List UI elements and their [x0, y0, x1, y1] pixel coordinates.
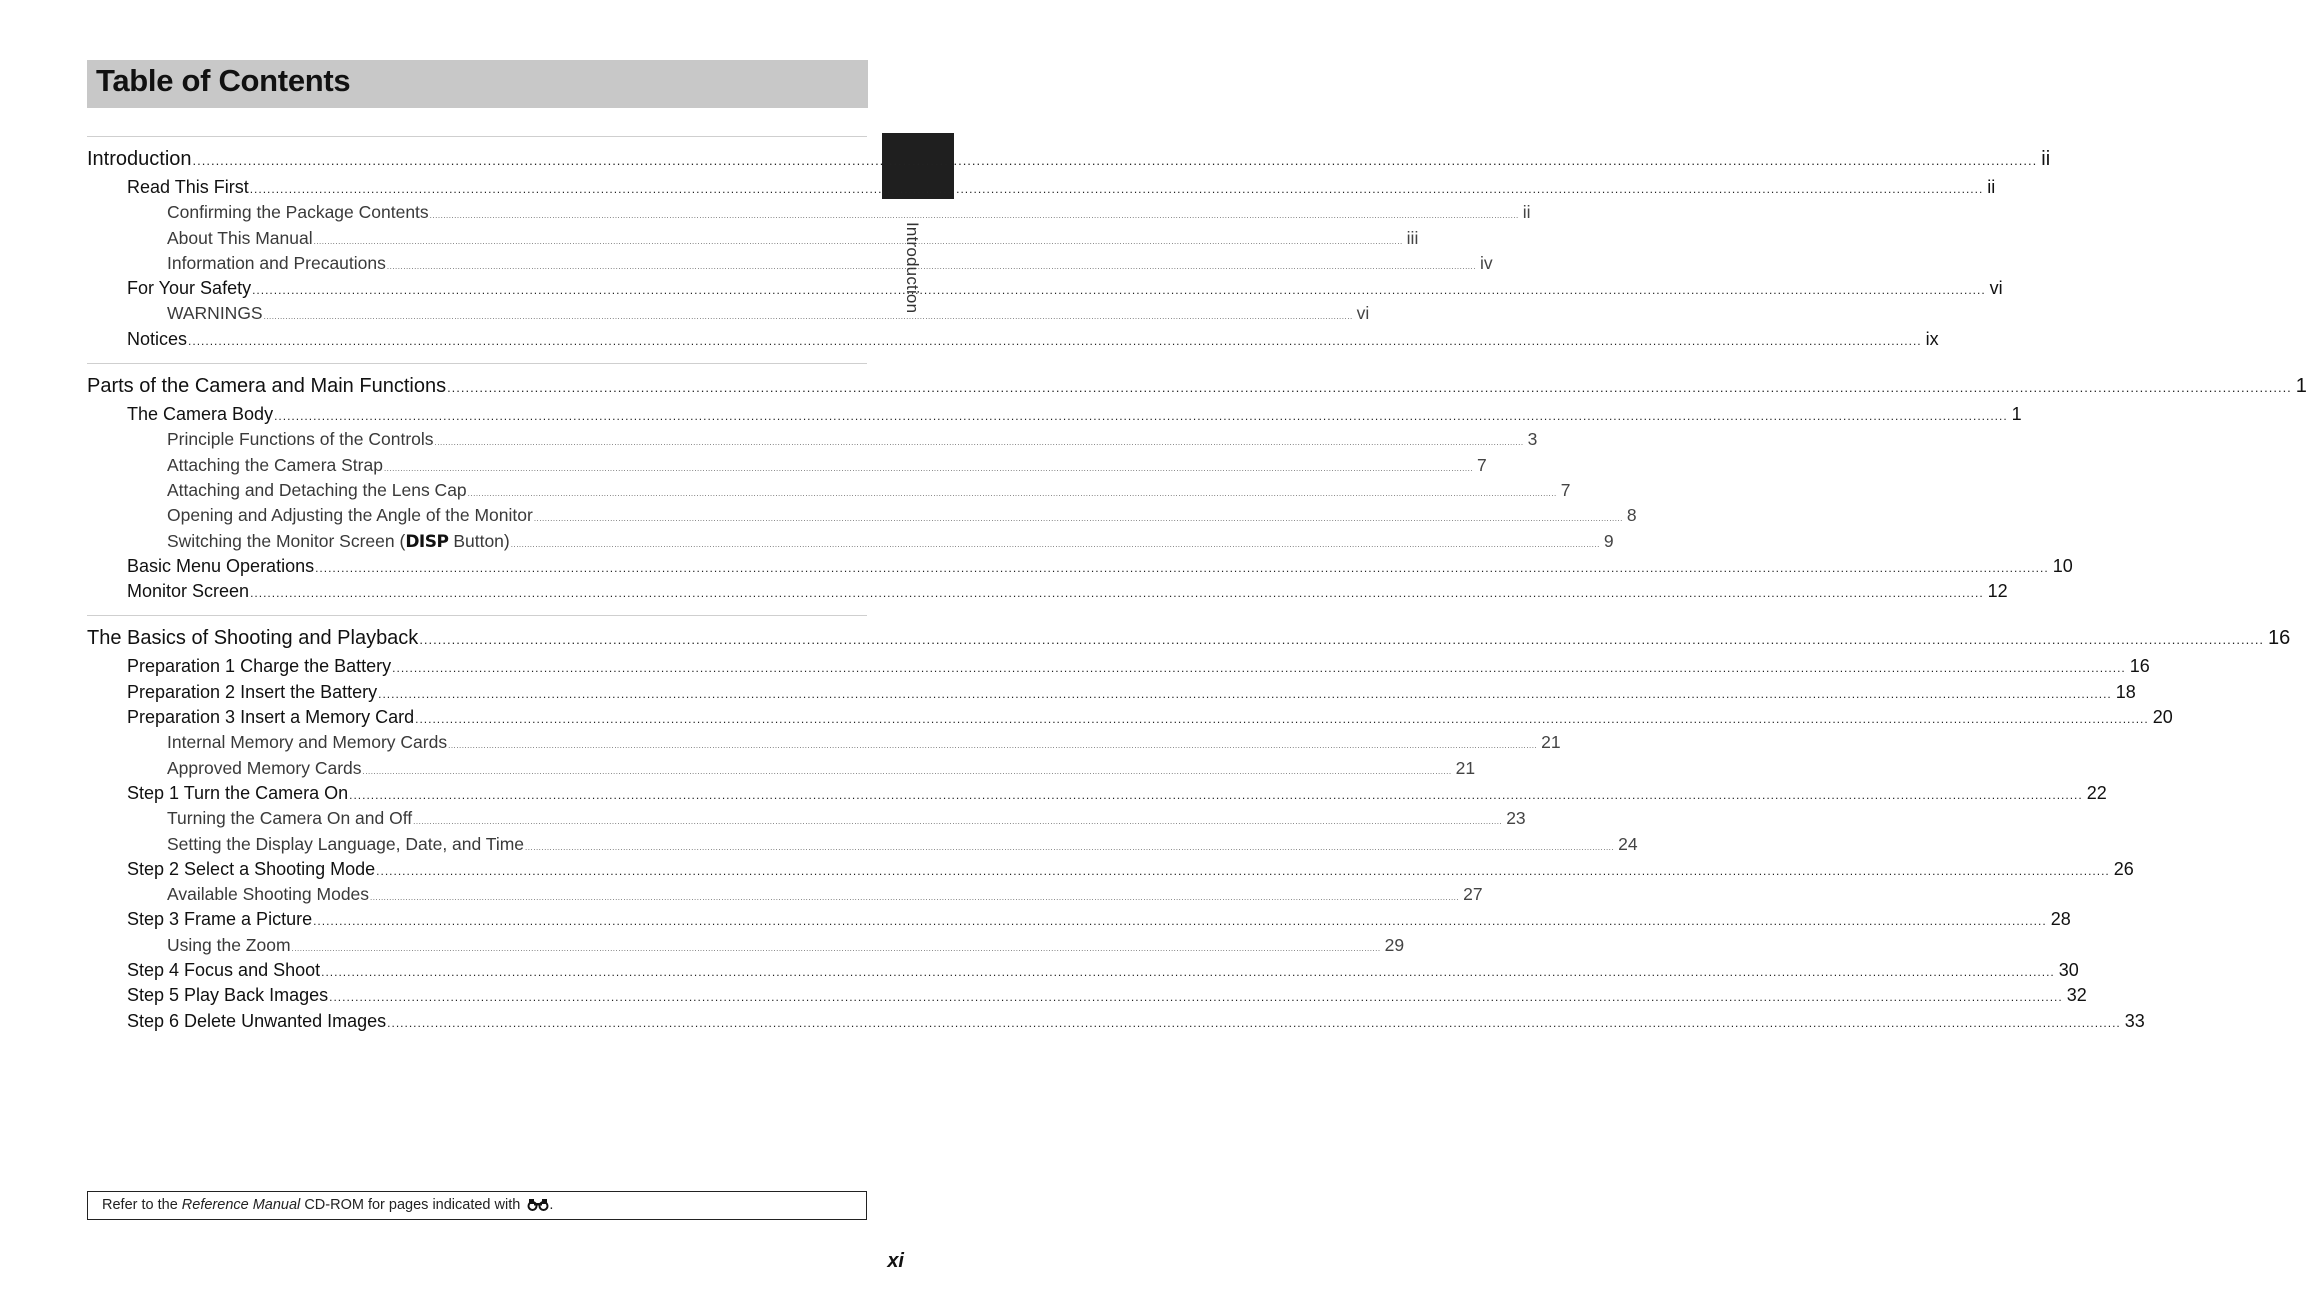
toc-entry-page: 30 [2058, 960, 2079, 981]
page-title: Table of Contents [96, 63, 351, 98]
toc-entry-page: 7 [1477, 454, 1487, 475]
toc-entry-label: Basic Menu Operations [127, 555, 315, 576]
toc-section [87, 615, 2291, 1033]
toc-entry-page: 32 [2066, 985, 2087, 1006]
note-text-after: CD-ROM for pages indicated with [300, 1197, 525, 1213]
dot-leader: ................................................................................................................................................................................................................................................................................................................................................................................................................ [321, 965, 2055, 980]
toc-entry-level-2[interactable] [87, 402, 2022, 427]
toc-entry-page: 24 [1618, 833, 1638, 854]
toc-entry-page: 29 [1384, 934, 1405, 955]
dot-leader: ................................................................................................................................................................................................................................................................................................................................................................................................................ [274, 409, 2008, 424]
toc-entry-level-3[interactable] [87, 756, 1476, 781]
dot-leader: ................................................................................................................................................................................................................................................................................................................................................................................................................ [387, 1015, 2121, 1030]
toc-entry-level-3[interactable] [87, 529, 1614, 554]
toc-entry-page: 21 [1455, 757, 1476, 778]
toc-entry-label: Attaching the Camera Strap [167, 454, 383, 475]
dot-leader: ................................................................................................................................................................................................................................................................................................................................................................................................................ [413, 817, 1503, 827]
toc-entry-label: Step 6 Delete Unwanted Images [127, 1010, 387, 1031]
toc-entry-label: Attaching and Detaching the Lens Cap [167, 479, 467, 500]
toc-entry-page: 23 [1506, 808, 1526, 829]
toc-entry-level-3[interactable] [87, 301, 1370, 326]
toc-entry-page: vi [1356, 303, 1370, 324]
toc-entry-label: Parts of the Camera and Main Functions [87, 375, 447, 398]
toc-entry-label: About This Manual [167, 227, 313, 248]
toc-entry-page: 16 [2129, 656, 2150, 677]
toc-entry-page: iii [1406, 227, 1419, 248]
dot-leader: ................................................................................................................................................................................................................................................................................................................................................................................................................ [349, 787, 2083, 802]
toc-entry-label: Confirming the Package Contents [167, 202, 429, 223]
dot-leader: ................................................................................................................................................................................................................................................................................................................................................................................................................ [252, 283, 1986, 298]
toc-entry-level-3[interactable] [87, 427, 1538, 452]
toc-entry-label: The Basics of Shooting and Playback [87, 627, 419, 650]
toc-section [87, 136, 2051, 352]
toc-entry-level-2[interactable] [87, 175, 1996, 200]
toc-entry-label: Step 2 Select a Shooting Mode [127, 858, 376, 879]
toc-entry-level-2[interactable] [87, 276, 2003, 301]
dot-leader: ................................................................................................................................................................................................................................................................................................................................................................................................................ [448, 741, 1538, 751]
toc-entry-level-3[interactable] [87, 478, 1571, 503]
dot-leader: ................................................................................................................................................................................................................................................................................................................................................................................................................ [370, 893, 1460, 903]
toc-entry-level-2[interactable] [87, 857, 2134, 882]
toc-entry-page: 1 [2011, 404, 2022, 425]
dot-leader: ................................................................................................................................................................................................................................................................................................................................................................................................................ [188, 333, 1922, 348]
toc-entry-page: vi [1989, 278, 2003, 299]
toc-entry-label: Step 3 Frame a Picture [127, 909, 313, 930]
dot-leader: ................................................................................................................................................................................................................................................................................................................................................................................................................ [376, 863, 2110, 878]
toc-entry-label: Read This First [127, 177, 249, 197]
toc-entry-page: 27 [1463, 884, 1483, 905]
dot-leader: ................................................................................................................................................................................................................................................................................................................................................................................................................ [429, 211, 1519, 221]
disp-button-icon: DISP [405, 531, 449, 552]
toc-entry-level-2[interactable] [87, 781, 2107, 806]
toc-entry-level-3[interactable] [87, 200, 1531, 225]
toc-entry-page: 12 [1987, 581, 2008, 602]
toc-entry-page: 26 [2113, 858, 2134, 879]
toc-entry-level-3[interactable] [87, 933, 1405, 958]
dot-leader: ................................................................................................................................................................................................................................................................................................................................................................................................................ [447, 380, 2292, 396]
toc-entry-page: 20 [2152, 707, 2173, 728]
toc-entry-label: Setting the Display Language, Date, and Time [167, 833, 525, 854]
toc-entry-level-1[interactable] [87, 622, 2291, 654]
dot-leader: ................................................................................................................................................................................................................................................................................................................................................................................................................ [419, 632, 2265, 648]
note-text-emphasis: Reference Manual [181, 1197, 301, 1213]
toc-entry-page: ii [1987, 177, 1996, 197]
toc-entry-level-2[interactable] [87, 579, 2008, 604]
dot-leader: ................................................................................................................................................................................................................................................................................................................................................................................................................ [313, 236, 1403, 246]
toc-entry-label: Preparation 1 Charge the Battery [127, 656, 392, 677]
toc-entry-label: Notices [127, 328, 188, 349]
toc-entry-label: Turning the Camera On and Off [167, 808, 413, 829]
dot-leader: ................................................................................................................................................................................................................................................................................................................................................................................................................ [434, 438, 1524, 448]
title-bar [87, 60, 868, 108]
toc-entry-page: iv [1479, 252, 1493, 273]
dot-leader: ................................................................................................................................................................................................................................................................................................................................................................................................................ [525, 842, 1615, 852]
dot-leader: ................................................................................................................................................................................................................................................................................................................................................................................................................ [192, 153, 2038, 168]
dot-leader: ................................................................................................................................................................................................................................................................................................................................................................................................................ [291, 943, 1381, 953]
dot-leader: ................................................................................................................................................................................................................................................................................................................................................................................................................ [315, 560, 2049, 575]
toc-entry-level-3[interactable] [87, 251, 1493, 276]
toc-entry-page: 8 [1626, 505, 1637, 526]
toc-entry-level-2[interactable] [87, 654, 2150, 679]
toc-entry-label: Principle Functions of the Controls [167, 429, 434, 450]
toc-entry-label: The Camera Body [127, 404, 274, 425]
toc-entry-level-2[interactable] [87, 680, 2136, 705]
toc-entry-level-3[interactable] [87, 453, 1487, 478]
dot-leader: ................................................................................................................................................................................................................................................................................................................................................................................................................ [383, 463, 1474, 473]
toc-entry-page: 22 [2086, 782, 2107, 803]
toc-entry-page: ix [1925, 328, 1939, 349]
dot-leader: ................................................................................................................................................................................................................................................................................................................................................................................................................ [378, 686, 2112, 701]
toc-entry-page: ii [1522, 202, 1531, 223]
table-of-contents [87, 136, 2307, 1045]
toc-entry-label-part: Switching the Monitor Screen ( [167, 530, 406, 551]
toc-entry-level-3[interactable] [87, 832, 1638, 857]
note-text-end: . [549, 1197, 554, 1213]
toc-entry-label: Introduction [87, 148, 192, 170]
toc-entry-label: Step 1 Turn the Camera On [127, 782, 349, 803]
toc-entry-level-3[interactable] [87, 882, 1483, 907]
toc-entry-label: Opening and Adjusting the Angle of the Monitor [167, 505, 533, 526]
dot-leader: ................................................................................................................................................................................................................................................................................................................................................................................................................ [467, 488, 1557, 498]
toc-entry-level-2[interactable] [87, 958, 2079, 983]
toc-entry-label-part: Button) [448, 530, 510, 551]
toc-entry-label: Preparation 3 Insert a Memory Card [127, 707, 415, 728]
toc-entry-label: Step 4 Focus and Shoot [127, 960, 321, 981]
dot-leader: ................................................................................................................................................................................................................................................................................................................................................................................................................ [386, 261, 1476, 271]
dot-leader: ................................................................................................................................................................................................................................................................................................................................................................................................................ [249, 182, 1984, 196]
toc-entry-level-3[interactable] [87, 503, 1637, 528]
toc-entry-page: 28 [2050, 909, 2071, 930]
toc-entry-label: Internal Memory and Memory Cards [167, 732, 448, 753]
toc-entry-page: 21 [1541, 732, 1561, 753]
toc-section [87, 363, 2307, 604]
toc-entry-label: Approved Memory Cards [167, 757, 362, 778]
dot-leader: ................................................................................................................................................................................................................................................................................................................................................................................................................ [533, 514, 1623, 524]
toc-entry-page: 3 [1527, 429, 1538, 450]
toc-entry-label: For Your Safety [127, 278, 252, 299]
toc-entry-label: Using the Zoom [167, 934, 291, 955]
toc-entry-page: 33 [2124, 1010, 2145, 1031]
toc-entry-level-1[interactable] [87, 370, 2307, 402]
dot-leader: ................................................................................................................................................................................................................................................................................................................................................................................................................ [392, 661, 2126, 676]
toc-entry-label: Information and Precautions [167, 252, 386, 273]
toc-entry-level-2[interactable] [87, 705, 2173, 730]
toc-entry-level-3[interactable] [87, 806, 1526, 831]
toc-entry-level-2[interactable] [87, 327, 1939, 352]
toc-entry-page: 1 [2295, 375, 2307, 398]
toc-entry-page: ii [2041, 148, 2051, 170]
toc-entry-level-3[interactable] [87, 730, 1561, 755]
toc-entry-label [167, 529, 510, 555]
toc-entry-page: 10 [2052, 555, 2073, 576]
dot-leader: ................................................................................................................................................................................................................................................................................................................................................................................................................ [510, 539, 1600, 549]
page-number: xi [887, 1250, 904, 1272]
binoculars-icon [527, 1194, 549, 1221]
dot-leader: ................................................................................................................................................................................................................................................................................................................................................................................................................ [263, 312, 1353, 322]
dot-leader: ................................................................................................................................................................................................................................................................................................................................................................................................................ [362, 766, 1452, 776]
toc-entry-page: 9 [1603, 530, 1614, 551]
dot-leader: ................................................................................................................................................................................................................................................................................................................................................................................................................ [250, 586, 1984, 601]
toc-entry-page: 7 [1560, 479, 1571, 500]
dot-leader: ................................................................................................................................................................................................................................................................................................................................................................................................................ [313, 914, 2047, 929]
toc-entry-level-3[interactable] [87, 226, 1419, 251]
dot-leader: ................................................................................................................................................................................................................................................................................................................................................................................................................ [329, 990, 2063, 1005]
toc-entry-label: Preparation 2 Insert the Battery [127, 681, 378, 702]
toc-entry-level-2[interactable] [87, 554, 2073, 579]
toc-entry-level-2[interactable] [87, 1009, 2145, 1034]
toc-entry-level-2[interactable] [87, 983, 2087, 1008]
toc-entry-label: WARNINGS [167, 303, 263, 324]
note-text-before: Refer to the [102, 1197, 182, 1213]
toc-entry-level-2[interactable] [87, 907, 2071, 932]
toc-entry-level-1[interactable] [87, 143, 2051, 175]
toc-entry-label: Step 5 Play Back Images [127, 985, 329, 1006]
reference-note [87, 1191, 867, 1220]
toc-entry-label: Monitor Screen [127, 581, 250, 602]
toc-entry-page: 18 [2115, 681, 2136, 702]
section-tab-label: Introduction [903, 222, 922, 314]
toc-entry-label: Available Shooting Modes [167, 884, 370, 905]
dot-leader: ................................................................................................................................................................................................................................................................................................................................................................................................................ [415, 712, 2149, 727]
toc-entry-page: 16 [2268, 627, 2291, 650]
